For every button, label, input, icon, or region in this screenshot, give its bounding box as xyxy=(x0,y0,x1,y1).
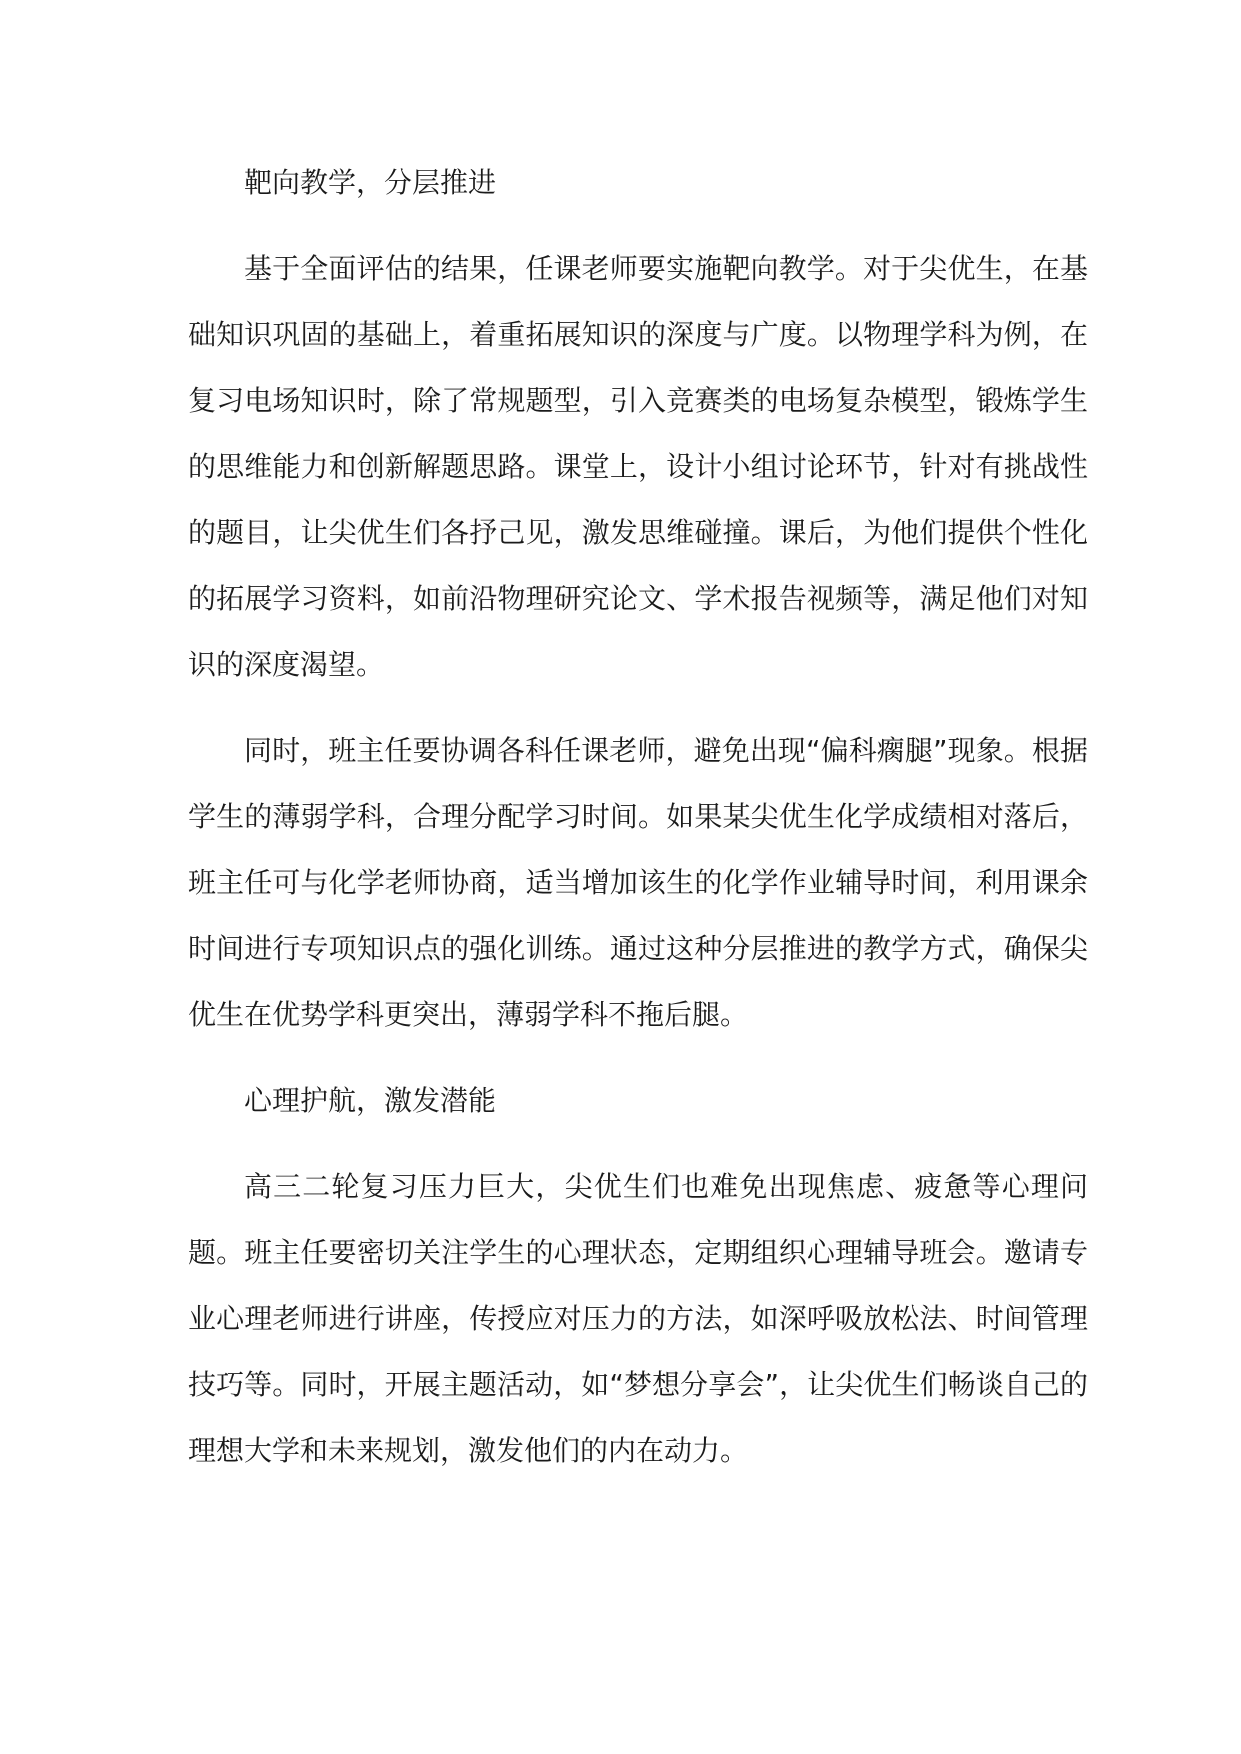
paragraph-subject-balance: 同时，班主任要协调各科任课老师，避免出现“偏科瘸腿”现象。根据学生的薄弱学科，合理分配学习时间。如果某尖优生化学成绩相对落后，班主任可与化学老师协商，适当增加该生的化学作业辅导时间，利用课余时间进行专项知识点的强化训练。通过这种分层推进的教学方式，确保尖优生在优势学科更突出，薄弱学科不拖后腿。 xyxy=(188,734,1088,1031)
section-heading-targeted-teaching: 靶向教学，分层推进 xyxy=(244,166,497,199)
paragraph-psychological-support: 高三二轮复习压力巨大，尖优生们也难免出现焦虑、疲惫等心理问题。班主任要密切关注学生的心理状态，定期组织心理辅导班会。邀请专业心理老师进行讲座，传授应对压力的方法，如深呼吸放松法、时间管理技巧等。同时，开展主题活动，如“梦想分享会”，让尖优生们畅谈自己的理想大学和未来规划，激发他们的内在动力。 xyxy=(188,1170,1088,1467)
document-page xyxy=(188,150,1088,1504)
section-heading-psychological-support: 心理护航，激发潜能 xyxy=(244,1084,497,1117)
paragraph-targeted-teaching: 基于全面评估的结果，任课老师要实施靶向教学。对于尖优生，在基础知识巩固的基础上，着重拓展知识的深度与广度。以物理学科为例，在复习电场知识时，除了常规题型，引入竞赛类的电场复杂模型，锻炼学生的思维能力和创新解题思路。课堂上，设计小组讨论环节，针对有挑战性的题目，让尖优生们各抒己见，激发思维碰撞。课后，为他们提供个性化的拓展学习资料，如前沿物理研究论文、学术报告视频等，满足他们对知识的深度渴望。 xyxy=(188,252,1088,681)
